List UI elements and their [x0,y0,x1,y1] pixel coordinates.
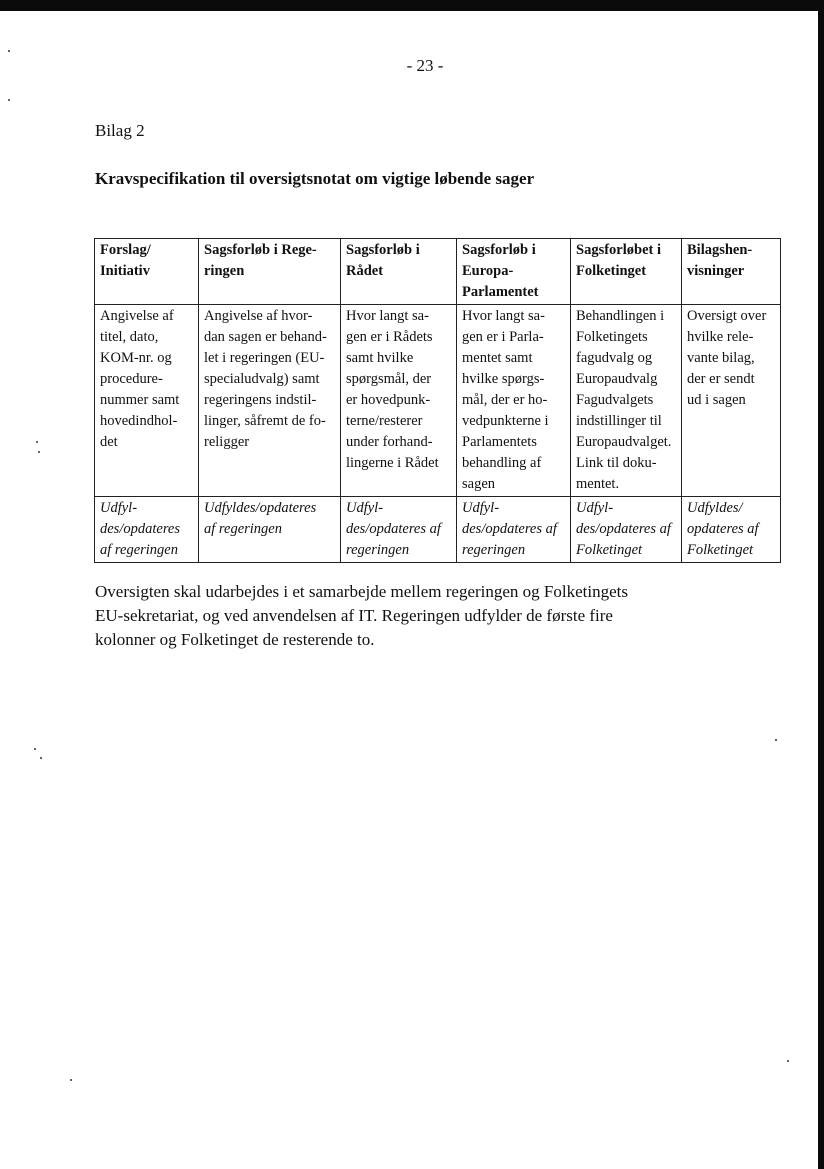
table-cell [199,497,341,563]
cell-text: Angivelse af hvor- dan sagen er behand- let i regeringen (EU- specialudvalg) samt regeringens indstil- linger, såfremt de fo- religger [204,308,327,450]
table-cell [199,305,341,497]
scan-speck [36,441,38,443]
table-row [95,497,781,563]
scan-right-edge [818,0,824,1169]
header-cell-parliament [457,239,571,305]
cell-text: Udfyl- des/opdateres af regeringen [462,500,557,558]
body-paragraph: Oversigten skal udarbejdes i et samarbejde mellem regeringen og Folketingets EU-sekretariat, og ved anvendelsen af IT. Regeringen udfylder de første fire kolonner og Folketinget de resterende to. [95,582,628,649]
requirements-table [94,238,781,563]
scan-speck [775,739,777,741]
appendix-label: Bilag 2 [95,121,145,140]
document-title: Kravspecifikation til oversigtsnotat om vigtige løbende sager [95,169,535,188]
cell-text: Udfyl- des/opdateres af regeringen [346,500,441,558]
scan-speck [34,748,36,750]
header-cell-attachments [682,239,781,305]
scan-speck [38,451,40,453]
header-cell-proposal [95,239,199,305]
cell-text: Udfyldes/opdateres af regeringen [204,500,317,537]
header-label: Sagsforløb i Europa- Parlamentet [462,242,539,300]
header-label: Bilagshen- visninger [687,242,753,279]
header-cell-government [199,239,341,305]
cell-text: Hvor langt sa- gen er i Rådets samt hvilke spørgsmål, der er hovedpunk- terne/resterer under forhand- lingerne i Rådet [346,308,439,471]
table-row [95,305,781,497]
cell-text: Udfyl- des/opdateres af regeringen [100,500,181,558]
scan-speck [8,50,10,52]
cell-text: Behandlingen i Folketingets fagudvalg og Europaudvalg Fagudvalgets indstillinger til Europaudvalget. Link til doku- mentet. [576,308,672,492]
header-label: Forslag/ Initiativ [100,242,151,279]
table-cell [682,497,781,563]
table-cell [341,305,457,497]
table-cell [571,305,682,497]
scan-speck [40,757,42,759]
table-cell [95,497,199,563]
header-cell-council [341,239,457,305]
header-label: Sagsforløb i Rådet [346,242,420,279]
cell-text: Udfyldes/ opdateres af Folketinget [687,500,759,558]
cell-text: Hvor langt sa- gen er i Parla- mentet samt hvilke spørgs- mål, der er ho- vedpunkterne i Parlamentets behandling af sagen [462,308,549,492]
scan-speck [787,1060,789,1062]
header-label: Sagsforløb i Rege- ringen [204,242,317,279]
cell-text: Udfyl- des/opdateres af Folketinget [576,500,671,558]
table-cell [457,497,571,563]
cell-text: Angivelse af titel, dato, KOM-nr. og procedure- nummer samt hovedindhol- det [100,308,180,450]
header-label: Sagsforløbet i Folketinget [576,242,661,279]
scan-speck [8,99,10,101]
table-cell [457,305,571,497]
table-cell [571,497,682,563]
table-cell [682,305,781,497]
table-header-row [95,239,781,305]
page-number: - 23 - [406,56,444,75]
table-cell [341,497,457,563]
scan-speck [70,1079,72,1081]
table-cell [95,305,199,497]
scan-top-edge [0,0,824,11]
header-cell-folketinget [571,239,682,305]
cell-text: Oversigt over hvilke rele- vante bilag, der er sendt ud i sagen [687,308,767,408]
